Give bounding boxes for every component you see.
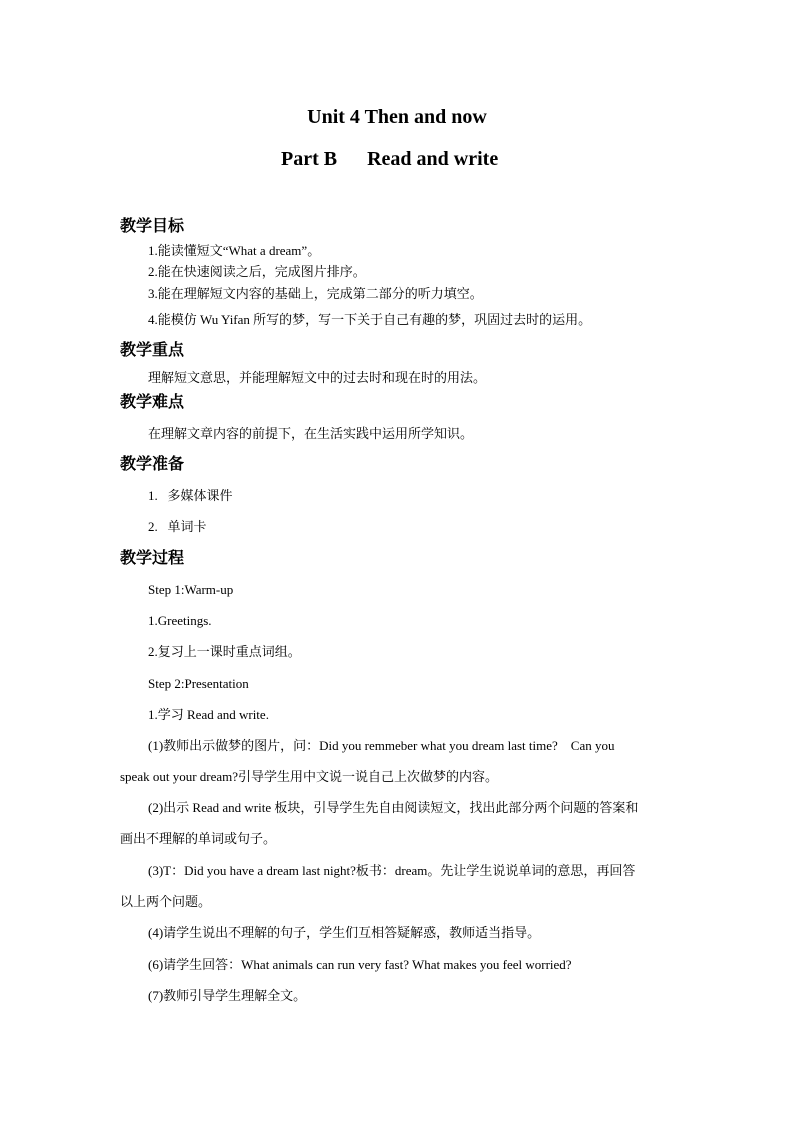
objective-item: 3.能在理解短文内容的基础上，完成第二部分的听力填空。 xyxy=(148,286,483,301)
objective-item: 2.能在快速阅读之后，完成图片排序。 xyxy=(148,264,366,279)
process-line: 2.复习上一课时重点词组。 xyxy=(148,644,301,659)
lesson-part: Part B xyxy=(281,148,338,170)
process-line: 画出不理解的单词或句子。 xyxy=(120,831,277,846)
process-line: (3)T：Did you have a dream last night?板书：dream。先让学生说说单词的意思，再回答 xyxy=(148,863,636,878)
key-points-text: 理解短文意思，并能理解短文中的过去时和现在时的用法。 xyxy=(148,370,487,385)
process-line: (6)请学生回答：What animals can run very fast? What makes you feel worried? xyxy=(148,957,572,972)
preparation-item: 2. 单词卡 xyxy=(148,519,207,534)
process-line: 1.Greetings. xyxy=(148,613,212,628)
objective-item: 4.能模仿 Wu Yifan 所写的梦，写一下关于自己有趣的梦，巩固过去时的运用。 xyxy=(148,312,592,327)
difficulties-text: 在理解文章内容的前提下，在生活实践中运用所学知识。 xyxy=(148,426,474,441)
preparation-heading: 教学准备 xyxy=(120,456,185,473)
preparation-item: 1. 多媒体课件 xyxy=(148,488,233,503)
unit-title: Unit 4 Then and now xyxy=(307,106,487,128)
process-line: (2)出示 Read and write 板块，引导学生先自由阅读短文，找出此部分两个问题的答案和 xyxy=(148,800,639,815)
key-points-heading: 教学重点 xyxy=(120,342,185,359)
process-line: (7)教师引导学生理解全文。 xyxy=(148,988,307,1003)
process-line: (1)教师出示做梦的图片，问：Did you remmeber what you dream last time? Can you xyxy=(148,738,615,753)
process-line: Step 2:Presentation xyxy=(148,676,249,691)
process-heading: 教学过程 xyxy=(120,550,185,567)
lesson-title xyxy=(281,146,498,172)
lesson-name: Read and write xyxy=(367,148,499,170)
process-line: Step 1:Warm-up xyxy=(148,582,234,597)
objectives-heading: 教学目标 xyxy=(120,218,185,235)
difficulties-heading: 教学难点 xyxy=(120,394,185,411)
process-line: 以上两个问题。 xyxy=(120,894,212,909)
process-line: 1.学习 Read and write. xyxy=(148,707,269,722)
process-line: speak out your dream?引导学生用中文说一说自己上次做梦的内容。 xyxy=(120,769,499,784)
process-line: (4)请学生说出不理解的句子，学生们互相答疑解惑，教师适当指导。 xyxy=(148,925,541,940)
objective-item: 1.能读懂短文“What a dream”。 xyxy=(148,243,321,258)
